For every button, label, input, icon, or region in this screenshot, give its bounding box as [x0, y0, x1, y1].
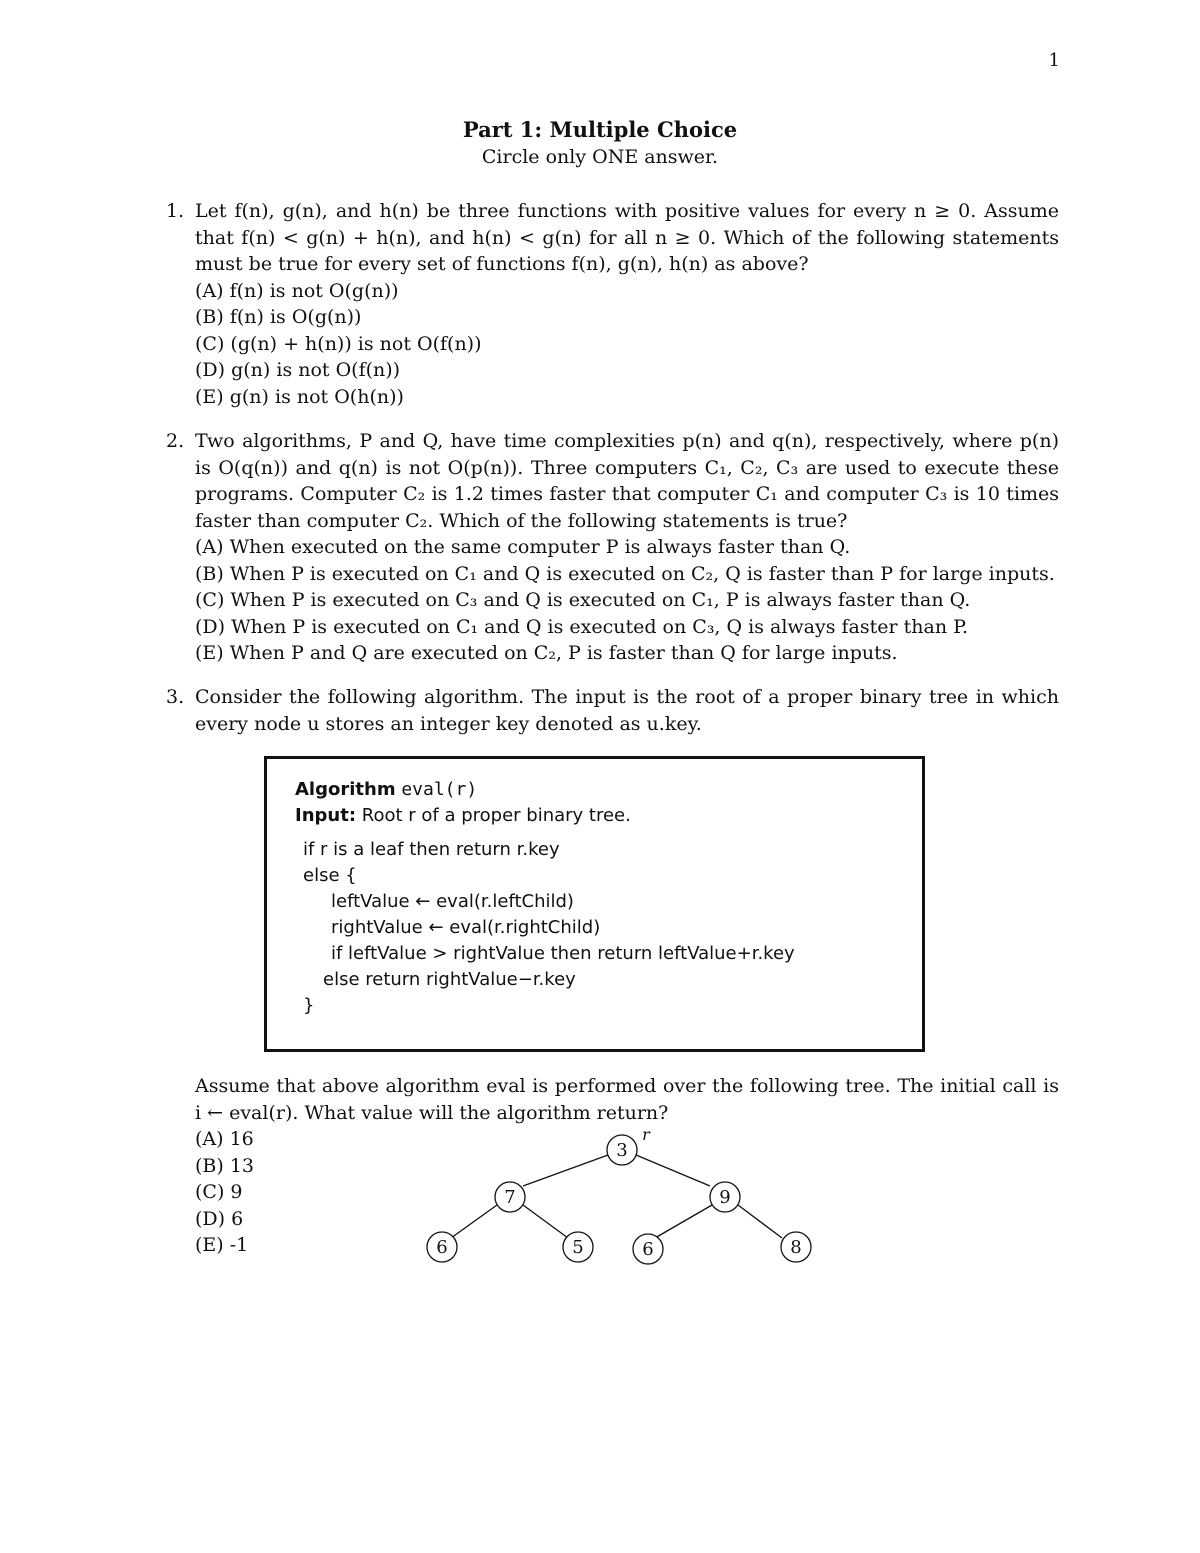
option-e[interactable]: (E) -1 — [195, 1234, 249, 1256]
question-text: Two algorithms, P and Q, have time complexities p(n) and q(n), respectively, where p(n) is O(q(n)) and q(n) is not O(p(n)). Three computers C₁, C₂, C₃ are used to execute these programs. Computer C₂ is 1.2 times faster that computer C₁ and computer C₃ is 10 times faster than computer C₂. Which of the following statements is true? — [195, 430, 1059, 532]
algorithm-name: eval(r) — [401, 779, 478, 800]
algorithm-line: else { — [303, 865, 357, 886]
question-2 — [166, 428, 1066, 667]
option-c[interactable]: (C) 9 — [195, 1181, 243, 1203]
tree-edge — [523, 1205, 568, 1238]
algorithm-box — [264, 756, 925, 1052]
option-d[interactable]: (D) g(n) is not O(f(n)) — [195, 359, 401, 381]
tree-node-label: 5 — [572, 1237, 584, 1258]
option-a[interactable]: (A) f(n) is not O(g(n)) — [195, 279, 399, 302]
section-header — [0, 116, 1200, 170]
tree-edge — [655, 1205, 712, 1238]
option-d[interactable]: (D) When P is executed on C₁ and Q is executed on C₃, Q is always faster than P. — [195, 615, 969, 638]
algorithm-line: leftValue ← eval(r.leftChild) — [331, 891, 574, 912]
option-a[interactable]: (A) 16 — [195, 1128, 254, 1150]
tree-node-label: 7 — [504, 1187, 516, 1208]
binary-tree-svg — [410, 1125, 830, 1275]
page-number: 1 — [1048, 50, 1060, 71]
option-e[interactable]: (E) g(n) is not O(h(n)) — [195, 385, 404, 408]
algorithm-line: if r is a leaf then return r.key — [303, 839, 560, 860]
question-1 — [166, 198, 1066, 410]
tree-edge — [451, 1205, 497, 1238]
binary-tree-diagram — [410, 1125, 830, 1275]
algorithm-line: else return rightValue−r.key — [323, 969, 576, 990]
tree-edge — [738, 1205, 782, 1238]
tree-node-label: 9 — [719, 1187, 731, 1208]
algorithm-input-text: Root r of a proper binary tree. — [361, 805, 631, 826]
option-c[interactable]: (C) (g(n) + h(n)) is not O(f(n)) — [195, 332, 482, 355]
algorithm-line: rightValue ← eval(r.rightChild) — [331, 917, 601, 938]
tree-node-label: 3 — [616, 1140, 628, 1161]
question-number: 1. — [166, 200, 185, 222]
algorithm-line: if leftValue > rightValue then return leftValue+r.key — [331, 943, 795, 964]
algorithm-heading: Algorithm — [295, 779, 396, 800]
section-instructions: Circle only ONE answer. — [481, 146, 719, 168]
tree-edge — [636, 1155, 710, 1186]
option-d[interactable]: (D) 6 — [195, 1207, 244, 1230]
tree-edge — [523, 1155, 608, 1186]
option-b[interactable]: (B) f(n) is O(g(n)) — [195, 306, 362, 328]
answer-options — [195, 278, 1059, 411]
tree-node-label: 8 — [790, 1237, 802, 1258]
question-text: Let f(n), g(n), and h(n) be three functions with positive values for every n ≥ 0. Assume that f(n) < g(n) + h(n), and h(n) < g(n) for all n ≥ 0. Which of the following statements must be true for every set of functions f(n), g(n), h(n) as above? — [195, 200, 1059, 275]
question-number: 3. — [166, 686, 185, 708]
tree-node-label: 6 — [642, 1239, 654, 1260]
tree-node-label: 6 — [436, 1237, 448, 1258]
algorithm-input-label: Input: — [295, 805, 357, 826]
section-title: Part 1: Multiple Choice — [462, 117, 738, 142]
tree-root-label: r — [642, 1125, 650, 1144]
algorithm-line: } — [303, 995, 315, 1016]
option-b[interactable]: (B) 13 — [195, 1154, 255, 1177]
question-number: 2. — [166, 430, 185, 452]
question-3 — [166, 684, 1066, 737]
followup-text: Assume that above algorithm eval is performed over the following tree. The initial call is i ← eval(r). What value will the algorithm return? — [195, 1075, 1059, 1124]
answer-options — [195, 534, 1059, 667]
option-b[interactable]: (B) When P is executed on C₁ and Q is executed on C₂, Q is faster than P for large inputs. — [195, 562, 1055, 585]
option-c[interactable]: (C) When P is executed on C₃ and Q is executed on C₁, P is always faster than Q. — [195, 589, 971, 611]
option-a[interactable]: (A) When executed on the same computer P is always faster than Q. — [195, 536, 851, 558]
option-e[interactable]: (E) When P and Q are executed on C₂, P is faster than Q for large inputs. — [195, 642, 898, 664]
question-text: Consider the following algorithm. The input is the root of a proper binary tree in which every node u stores an integer key denoted as u.key. — [195, 686, 1059, 735]
